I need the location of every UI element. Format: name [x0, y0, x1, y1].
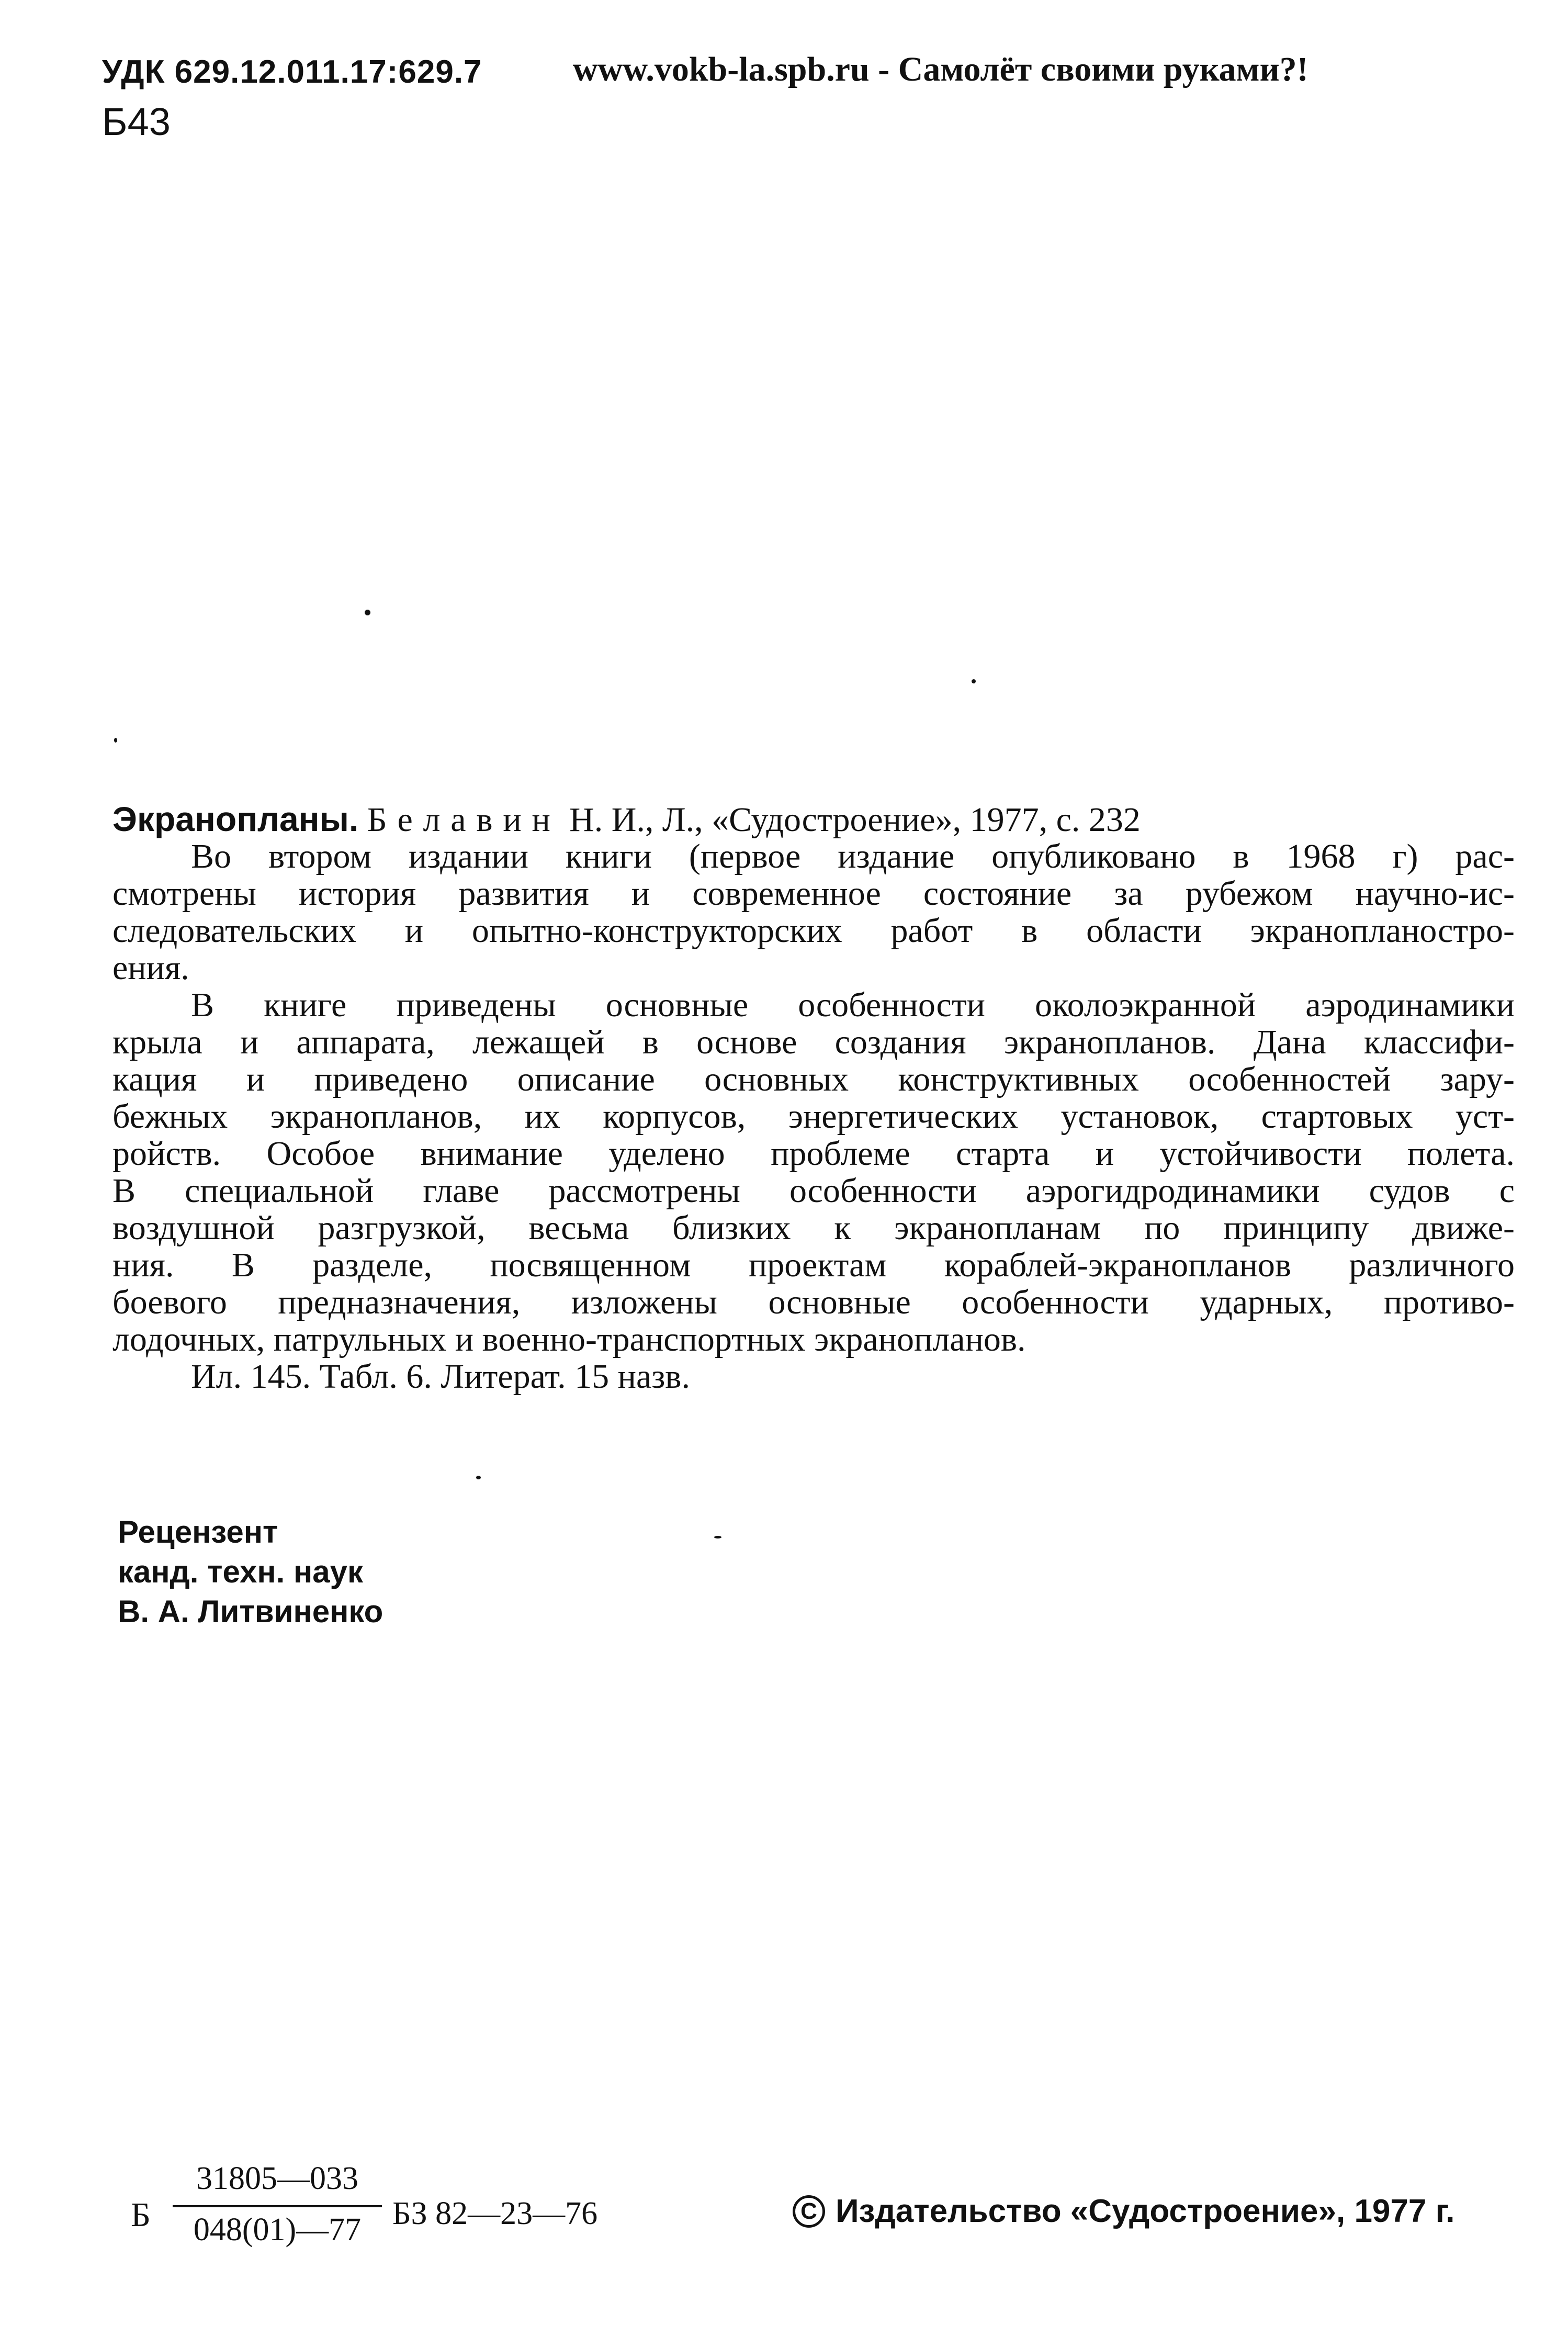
citation-details: Н. И., Л., «Судостроение», 1977, с. 232 [569, 801, 1141, 839]
paragraph-line: крыла и аппарата, лежащей в основе создания экранопланов. Дана классифи- [112, 1023, 1515, 1061]
catalog-letter: Б [131, 2196, 151, 2234]
bbk-code: Б43 [102, 100, 171, 143]
speck [114, 738, 117, 743]
speck [365, 610, 370, 615]
paragraph-line: бежных экранопланов, их корпусов, энергетических установок, стартовых уст- [112, 1097, 1515, 1136]
speck [714, 1536, 721, 1538]
paragraph-line: лодочных, патрульных и военно-транспортных экранопланов. [112, 1320, 1026, 1358]
catalog-numerator: 31805—033 [173, 2160, 382, 2207]
book-author: Белавин [367, 801, 561, 839]
copyright-icon: C [793, 2195, 825, 2228]
copyright-line [793, 2193, 1454, 2230]
paragraph-line: ройств. Особое внимание уделено проблеме старта и устойчивости полета. [112, 1135, 1515, 1173]
paragraph-line: В специальной главе рассмотрены особенности аэрогидродинамики судов с [112, 1172, 1515, 1210]
bz-code: БЗ 82—23—76 [392, 2196, 598, 2231]
annotation-block [112, 801, 1515, 1395]
paragraph-line: В книге приведены основные особенности околоэкранной аэродинамики [191, 986, 1515, 1024]
paragraph-line: ния. В разделе, посвященном проектам кораблей-экранопланов различного [112, 1246, 1515, 1284]
paragraph-line: смотрены история развития и современное состояние за рубежом научно-ис- [112, 874, 1515, 913]
copyright-text: Издательство «Судостроение», 1977 г. [836, 2193, 1455, 2229]
reviewer-label: Рецензент [118, 1514, 278, 1549]
udk-code: УДК 629.12.011.17:629.7 [102, 54, 482, 90]
paragraph-line: воздушной разгрузкой, весьма близких к экранопланам по принципу движе- [112, 1209, 1515, 1247]
website-watermark: www.vokb-la.spb.ru - Самолёт своими руками?! [573, 50, 1308, 88]
paragraph-line: кация и приведено описание основных конструктивных особенностей зару- [112, 1060, 1515, 1098]
reviewer-block [118, 1512, 383, 1632]
catalog-denominator: 048(01)—77 [193, 2212, 362, 2248]
speck [476, 1476, 481, 1479]
paragraph-line: Во втором издании книги (первое издание опубликовано в 1968 г) рас- [191, 837, 1515, 875]
paragraph-line: следовательских и опытно-конструкторских работ в области экранопланостро- [112, 912, 1515, 950]
paragraph-line: ения. [112, 949, 189, 987]
reviewer-degree: канд. техн. наук [118, 1554, 363, 1589]
citation-line [112, 801, 1515, 838]
paragraph-line: боевого предназначения, изложены основные особенности ударных, противо- [112, 1283, 1515, 1321]
catalog-fraction [173, 2160, 382, 2249]
illustrations-note: Ил. 145. Табл. 6. Литерат. 15 назв. [191, 1357, 690, 1396]
reviewer-name: В. А. Литвиненко [118, 1594, 383, 1629]
speck [972, 679, 976, 683]
book-title: Экранопланы. [112, 800, 359, 838]
